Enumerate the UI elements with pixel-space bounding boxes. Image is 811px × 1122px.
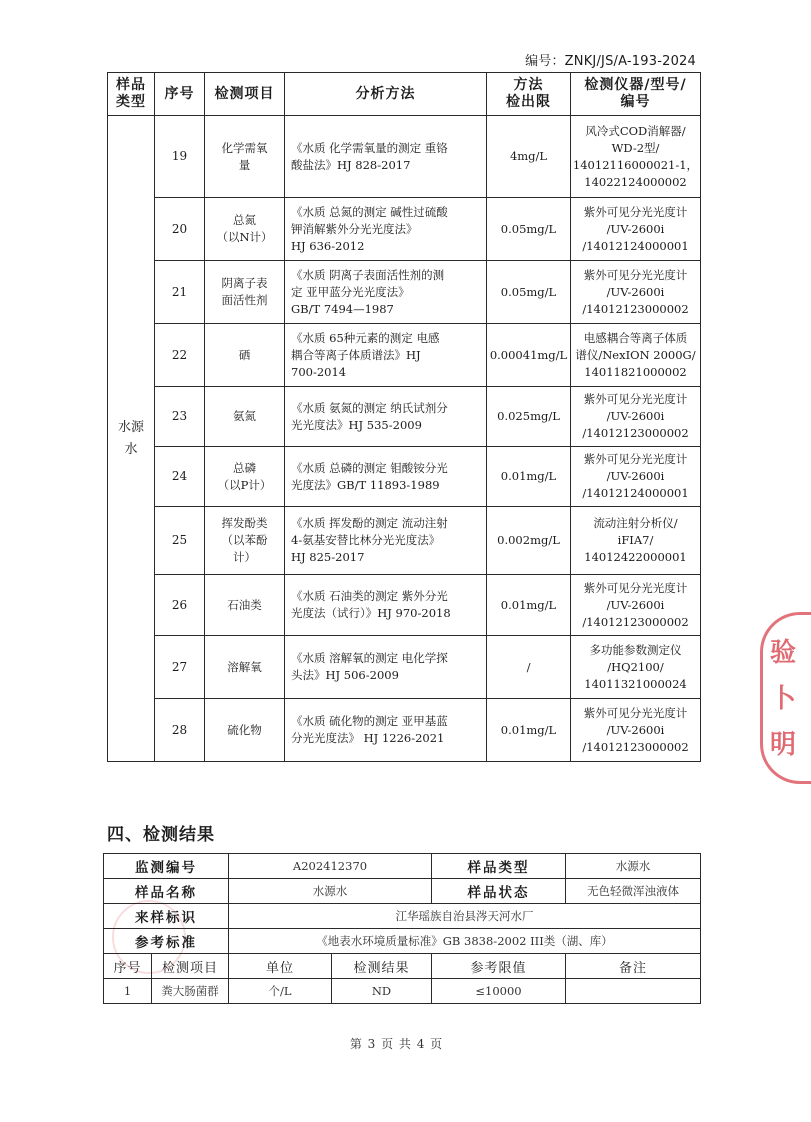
row-number-text: 25	[171, 533, 188, 547]
page-footer: 第 3 页 共 4 页	[349, 1037, 444, 1051]
analysis-method-text: 《水质 65种元素的测定 电感 耦合等离子体质谱法》HJ 700-2014	[291, 330, 440, 379]
detection-limit-text: /	[526, 659, 531, 674]
table-row	[104, 979, 701, 1004]
detection-limit-text: 0.01mg/L	[500, 469, 557, 483]
result-item: 粪大肠菌群	[152, 979, 229, 1004]
instrument-info-text: 多功能参数测定仪 /HQ2100/ 14011321000024	[584, 642, 687, 691]
results-table	[103, 853, 701, 1004]
methods-table	[107, 72, 701, 762]
instrument-info-text: 电感耦合等离子体质 谱仪/NexION 2000G/ 14011821000002	[575, 330, 696, 379]
col-no: 序号	[104, 954, 152, 979]
row-number	[155, 507, 205, 575]
col-item: 检测项目	[152, 954, 229, 979]
test-item-text: 化学需氧 量	[221, 140, 268, 172]
header-no: 序号	[155, 73, 205, 116]
instrument-info	[571, 198, 701, 261]
test-item	[205, 116, 285, 198]
row-number	[155, 324, 205, 387]
detection-limit-text: 4mg/L	[509, 149, 548, 163]
row-number-text: 19	[171, 149, 188, 163]
source-label: 来样标识	[104, 904, 229, 929]
detection-limit-text: 0.00041mg/L	[489, 347, 568, 362]
table-row	[108, 699, 701, 762]
analysis-method	[285, 261, 487, 324]
instrument-info	[571, 387, 701, 447]
analysis-method-text: 《水质 挥发酚的测定 流动注射 4-氨基安替比林分光光度法》 HJ 825-2017	[291, 516, 448, 564]
result-limit: ≤10000	[432, 979, 566, 1004]
test-item	[205, 324, 285, 387]
detection-limit	[487, 324, 571, 387]
test-item-text: 溶解氧	[227, 659, 262, 674]
instrument-info-text: 紫外可见分光光度计 /UV-2600i /14012124000001	[582, 204, 689, 253]
analysis-method-text: 《水质 溶解氧的测定 电化学探 头法》HJ 506-2009	[291, 651, 448, 682]
table-row	[108, 507, 701, 575]
header-method: 分析方法	[285, 73, 487, 116]
row-number-text: 26	[171, 597, 188, 612]
table-row	[108, 636, 701, 699]
analysis-method-text: 《水质 阴离子表面活性剂的测 定 亚甲蓝分光光度法》 GB/T 7494—1987	[291, 267, 445, 316]
analysis-method-text: 《水质 硫化物的测定 亚甲基蓝 分光光度法》 HJ 1226-2021	[291, 714, 448, 745]
result-remark	[566, 979, 701, 1004]
analysis-method-text: 《水质 总氮的测定 碱性过硫酸 钾消解紫外分光光度法》 HJ 636-2012	[291, 204, 448, 253]
sample-type-value: 水源水	[566, 854, 701, 879]
results-row-reference	[104, 929, 701, 954]
instrument-info	[571, 699, 701, 762]
row-number	[155, 575, 205, 636]
reference-label: 参考标准	[104, 929, 229, 954]
detection-limit	[487, 575, 571, 636]
section-title: 四、检测结果	[107, 825, 215, 845]
detection-limit	[487, 198, 571, 261]
source-value: 江华瑶族自治县涔天河水厂	[229, 904, 701, 929]
analysis-method-text: 《水质 总磷的测定 钼酸铵分光 光度法》GB/T 11893-1989	[291, 460, 448, 492]
instrument-info-text: 紫外可见分光光度计 /UV-2600i /14012123000002	[582, 267, 689, 316]
test-item	[205, 575, 285, 636]
row-number	[155, 116, 205, 198]
detection-limit	[487, 447, 571, 507]
instrument-info-text: 风冷式COD消解器/ WD-2型/ 14012116000021-1， 14022124000002	[572, 123, 699, 189]
table-row	[108, 261, 701, 324]
header-instrument: 检测仪器/型号/ 编号	[571, 73, 701, 116]
instrument-info	[571, 324, 701, 387]
instrument-info	[571, 575, 701, 636]
test-item-text: 氨氮	[233, 409, 256, 423]
test-item	[205, 699, 285, 762]
table-row	[108, 387, 701, 447]
row-number-text: 21	[171, 284, 188, 299]
stamp-lettering: 验 卜 明	[770, 638, 797, 760]
instrument-info	[571, 261, 701, 324]
analysis-method-text: 《水质 氨氮的测定 纳氏试剂分 光光度法》HJ 535-2009	[291, 400, 448, 432]
analysis-method	[285, 324, 487, 387]
results-row-monitor	[104, 854, 701, 879]
detection-limit-text: 0.01mg/L	[500, 722, 557, 737]
test-item	[205, 198, 285, 261]
test-item	[205, 507, 285, 575]
analysis-method	[285, 636, 487, 699]
detection-limit	[487, 261, 571, 324]
detection-limit	[487, 116, 571, 198]
row-number-text: 24	[171, 469, 188, 483]
monitor-no-label: 监测编号	[104, 854, 229, 879]
sample-type-label: 样品类型	[432, 854, 566, 879]
detection-limit	[487, 507, 571, 575]
instrument-info	[571, 636, 701, 699]
test-item	[205, 447, 285, 507]
test-item	[205, 387, 285, 447]
detection-limit	[487, 387, 571, 447]
header-limit: 方法 检出限	[487, 73, 571, 116]
table-row	[108, 575, 701, 636]
col-remark: 备注	[566, 954, 701, 979]
results-columns-row	[104, 954, 701, 979]
test-item-text: 硫化物	[227, 722, 262, 737]
header-item: 检测项目	[205, 73, 285, 116]
col-result: 检测结果	[332, 954, 432, 979]
methods-header-row	[108, 73, 701, 116]
reference-value: 《地表水环境质量标准》GB 3838-2002 III类（湖、库）	[229, 929, 701, 954]
row-number-text: 20	[171, 221, 188, 236]
col-unit: 单位	[229, 954, 332, 979]
header-sample-type: 样品 类型	[108, 73, 155, 116]
detection-limit-text: 0.002mg/L	[497, 533, 560, 547]
sample-name-label: 样品名称	[104, 879, 229, 904]
row-number	[155, 447, 205, 507]
row-number	[155, 261, 205, 324]
table-row	[108, 198, 701, 261]
table-row	[108, 324, 701, 387]
instrument-info-text: 紫外可见分光光度计 /UV-2600i /14012124000001	[582, 452, 689, 500]
sample-name-value: 水源水	[229, 879, 432, 904]
row-number-text: 28	[171, 722, 188, 737]
row-number-text: 22	[171, 347, 188, 362]
row-number	[155, 387, 205, 447]
test-item-text: 石油类	[227, 597, 262, 612]
instrument-info	[571, 116, 701, 198]
sample-type-text: 水源 水	[117, 419, 144, 457]
monitor-no-value: A202412370	[229, 854, 432, 879]
results-row-source	[104, 904, 701, 929]
row-number-text: 23	[171, 409, 188, 423]
row-number	[155, 699, 205, 762]
detection-limit-text: 0.01mg/L	[500, 597, 557, 612]
col-limit: 参考限值	[432, 954, 566, 979]
row-number-text: 27	[171, 659, 188, 674]
analysis-method	[285, 575, 487, 636]
test-item-text: 挥发酚类 （以苯酚 计）	[221, 516, 268, 564]
detection-limit-text: 0.025mg/L	[497, 409, 560, 423]
test-item-text: 总氮 （以N计）	[216, 213, 273, 244]
instrument-info-text: 紫外可见分光光度计 /UV-2600i /14012123000002	[582, 705, 689, 754]
analysis-method	[285, 116, 487, 198]
table-row	[108, 116, 701, 198]
instrument-info-text: 紫外可见分光光度计 /UV-2600i /14012123000002	[582, 580, 689, 629]
analysis-method	[285, 387, 487, 447]
test-item-text: 硒	[238, 347, 251, 362]
analysis-method	[285, 507, 487, 575]
analysis-method	[285, 447, 487, 507]
instrument-info-text: 紫外可见分光光度计 /UV-2600i /14012123000002	[582, 392, 689, 440]
test-item	[205, 636, 285, 699]
table-row	[108, 447, 701, 507]
test-item	[205, 261, 285, 324]
detection-limit	[487, 636, 571, 699]
result-value: ND	[332, 979, 432, 1004]
detection-limit	[487, 699, 571, 762]
instrument-info	[571, 507, 701, 575]
instrument-info	[571, 447, 701, 507]
detection-limit-text: 0.05mg/L	[500, 221, 557, 236]
analysis-method	[285, 699, 487, 762]
analysis-method-text: 《水质 化学需氧量的测定 重铬 酸盐法》HJ 828-2017	[291, 140, 448, 172]
row-number	[155, 636, 205, 699]
detection-limit-text: 0.05mg/L	[500, 284, 557, 299]
result-unit: 个/L	[229, 979, 332, 1004]
analysis-method	[285, 198, 487, 261]
test-item-text: 阴离子表 面活性剂	[221, 276, 268, 307]
document-number: 编号：ZNKJ/JS/A-193-2024	[525, 54, 696, 69]
row-number	[155, 198, 205, 261]
test-item-text: 总磷 （以P计）	[217, 460, 272, 492]
result-no: 1	[104, 979, 152, 1004]
results-row-name	[104, 879, 701, 904]
sample-type-cell	[108, 116, 155, 762]
instrument-info-text: 流动注射分析仪/ iFIA7/ 14012422000001	[584, 516, 687, 564]
sample-state-value: 无色轻微浑浊液体	[566, 879, 701, 904]
sample-state-label: 样品状态	[432, 879, 566, 904]
analysis-method-text: 《水质 石油类的测定 紫外分光 光度法（试行）》HJ 970-2018	[291, 589, 451, 620]
